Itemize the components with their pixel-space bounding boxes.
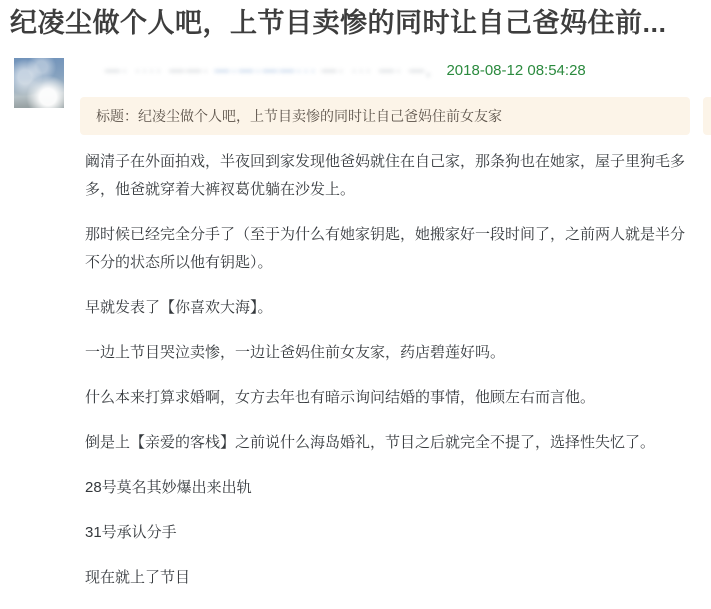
body-paragraph: 阚清子在外面拍戏，半夜回到家发现他爸妈就住在自己家，那条狗也在她家，屋子里狗毛多多，他爸就穿着大裤衩葛优躺在沙发上。 [85, 153, 686, 198]
redacted-username: —· ···· ——· [105, 62, 211, 79]
body-paragraph: 现在就上了节目 [85, 569, 191, 586]
redacted-user-info-tail: —· ··· —· —, [321, 62, 433, 79]
post-meta-line [105, 62, 695, 82]
redacted-user-info: —·—·——··· [214, 62, 318, 79]
body-paragraph: 什么本来打算求婚啊，女方去年也有暗示询问结婚的事情，他顾左右而言他。 [85, 389, 596, 406]
user-avatar[interactable] [14, 58, 64, 108]
body-paragraph: 28号莫名其妙爆出来出轨 [85, 479, 252, 496]
adjacent-quote-box-edge [703, 97, 711, 135]
post-body [85, 148, 691, 609]
body-paragraph: 31号承认分手 [85, 524, 177, 541]
post-timestamp: 2018-08-12 08:54:28 [446, 62, 586, 79]
thread-title: 纪凌尘做个人吧，上节目卖惨的同时让自己爸妈住前... [10, 8, 667, 38]
quoted-title-box [80, 97, 690, 135]
body-paragraph: 倒是上【亲爱的客栈】之前说什么海岛婚礼，节目之后就完全不提了，选择性失忆了。 [85, 434, 656, 451]
body-paragraph: 那时候已经完全分手了（至于为什么有她家钥匙，她搬家好一段时间了，之前两人就是半分不分的状态所以他有钥匙）。 [85, 226, 686, 271]
body-paragraph: 早就发表了【你喜欢大海】。 [85, 299, 273, 316]
body-paragraph: 一边上节目哭泣卖惨，一边让爸妈住前女友家，药店碧莲好吗。 [85, 344, 506, 361]
quoted-title-text: 标题：纪凌尘做个人吧，上节目卖惨的同时让自己爸妈住前女友家 [96, 108, 502, 124]
